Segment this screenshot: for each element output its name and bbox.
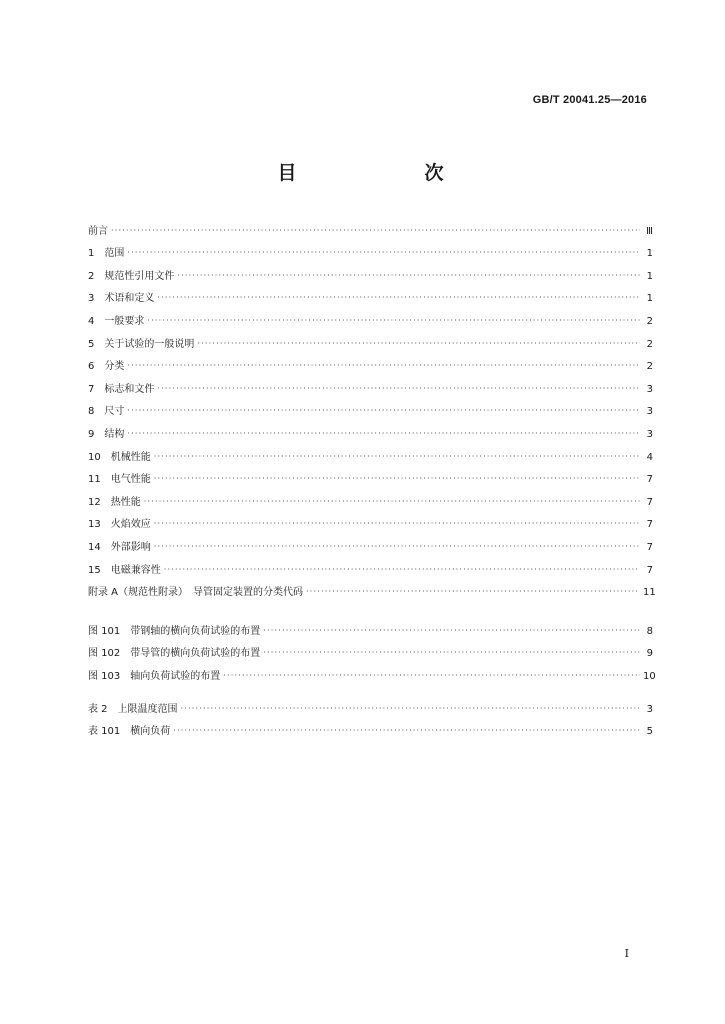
toc-entry-label: 12 热性能 [88, 496, 141, 508]
toc-entry[interactable] [88, 440, 653, 463]
toc-entry[interactable] [88, 214, 653, 237]
toc-entry-page: 3 [646, 428, 653, 440]
toc-entry-label: 2 规范性引用文件 [88, 270, 175, 282]
toc-entry[interactable] [88, 372, 653, 395]
leader-dots [127, 247, 640, 259]
toc-entry-page: 2 [646, 315, 653, 327]
figure-entry-page: 9 [646, 648, 653, 660]
leader-dots [147, 315, 640, 327]
toc-entry-page: 1 [646, 248, 653, 260]
figure-list [88, 614, 656, 682]
toc-entry-page: 7 [646, 474, 653, 486]
toc-entry-label: 6 分类 [88, 361, 125, 373]
leader-dots [223, 670, 640, 682]
figure-entry-page: 10 [643, 670, 656, 682]
table-entry[interactable] [88, 692, 653, 715]
standard-code: GB/T 20041.25—2016 [532, 94, 647, 106]
leader-dots [164, 564, 640, 576]
toc-entry[interactable] [88, 282, 653, 305]
figure-entry[interactable] [88, 637, 653, 660]
toc-entry-label: 4 一般要求 [88, 315, 145, 327]
leader-dots [177, 270, 640, 282]
toc-entry[interactable] [88, 395, 653, 418]
toc-entry-page: Ⅲ [646, 225, 653, 237]
toc-entry-label: 前言 [88, 225, 108, 237]
figure-entry[interactable] [88, 614, 653, 637]
toc-entry[interactable] [88, 485, 653, 508]
toc-entry[interactable] [88, 304, 653, 327]
table-entry-page: 5 [646, 726, 653, 738]
toc-entry[interactable] [88, 463, 653, 486]
figure-entry-label: 图 101 带钢轴的横向负荷试验的布置 [88, 625, 261, 637]
leader-dots [157, 292, 640, 304]
leader-dots [197, 338, 640, 350]
leader-dots [127, 360, 640, 372]
toc-entry-page: 11 [643, 587, 656, 599]
toc-entry[interactable] [88, 237, 653, 260]
page-number: I [624, 947, 629, 960]
toc-entry-label: 附录 A（规范性附录） 导管固定装置的分类代码 [88, 587, 304, 599]
toc-entry-label: 9 结构 [88, 428, 125, 440]
toc-entry-page: 2 [646, 361, 653, 373]
toc-entry-page: 7 [646, 519, 653, 531]
toc-entry-page: 7 [646, 496, 653, 508]
toc-entry[interactable] [88, 530, 653, 553]
page-title: 目 次 [277, 162, 474, 184]
leader-dots [181, 703, 640, 715]
figure-entry-label: 图 103 轴向负荷试验的布置 [88, 670, 221, 682]
toc-entry-label: 3 术语和定义 [88, 293, 155, 305]
toc-entry-label: 5 关于试验的一般说明 [88, 338, 195, 350]
toc-entry-label: 13 火焰效应 [88, 519, 151, 531]
figure-entry-label: 图 102 带导管的横向负荷试验的布置 [88, 648, 261, 660]
toc-entry-page: 2 [646, 338, 653, 350]
toc-entry[interactable] [88, 259, 653, 282]
toc-entry[interactable] [88, 576, 656, 599]
leader-dots [263, 625, 640, 637]
leader-dots [306, 586, 640, 598]
leader-dots [157, 383, 640, 395]
toc-entry-label: 1 范围 [88, 248, 125, 260]
toc-entry[interactable] [88, 417, 653, 440]
table-entry-label: 表 2 上限温度范围 [88, 703, 178, 715]
figure-entry-page: 8 [646, 625, 653, 637]
leader-dots [263, 647, 640, 659]
toc-entry[interactable] [88, 508, 653, 531]
toc-entry-label: 15 电磁兼容性 [88, 564, 161, 576]
leader-dots [154, 451, 640, 463]
table-entry-page: 3 [646, 703, 653, 715]
leader-dots [127, 405, 640, 417]
leader-dots [144, 496, 640, 508]
leader-dots [154, 541, 640, 553]
toc-entry-page: 3 [646, 406, 653, 418]
toc-entry-label: 14 外部影响 [88, 541, 151, 553]
leader-dots [173, 725, 640, 737]
toc-entry-page: 1 [646, 293, 653, 305]
toc-entry-label: 11 电气性能 [88, 474, 151, 486]
table-entry-label: 表 101 横向负荷 [88, 726, 171, 738]
table-list [88, 692, 653, 737]
toc-entry-label: 8 尺寸 [88, 406, 125, 418]
toc-entry[interactable] [88, 553, 653, 576]
leader-dots [127, 428, 640, 440]
toc-entry-page: 7 [646, 564, 653, 576]
leader-dots [154, 473, 640, 485]
toc-list [88, 214, 656, 599]
toc-entry[interactable] [88, 350, 653, 373]
toc-entry-page: 3 [646, 383, 653, 395]
toc-entry-label: 7 标志和文件 [88, 383, 155, 395]
toc-entry[interactable] [88, 327, 653, 350]
figure-entry[interactable] [88, 659, 656, 682]
leader-dots [154, 518, 640, 530]
toc-entry-page: 1 [646, 270, 653, 282]
toc-entry-page: 7 [646, 541, 653, 553]
table-entry[interactable] [88, 715, 653, 738]
leader-dots [111, 225, 640, 237]
toc-entry-label: 10 机械性能 [88, 451, 151, 463]
toc-entry-page: 4 [646, 451, 653, 463]
